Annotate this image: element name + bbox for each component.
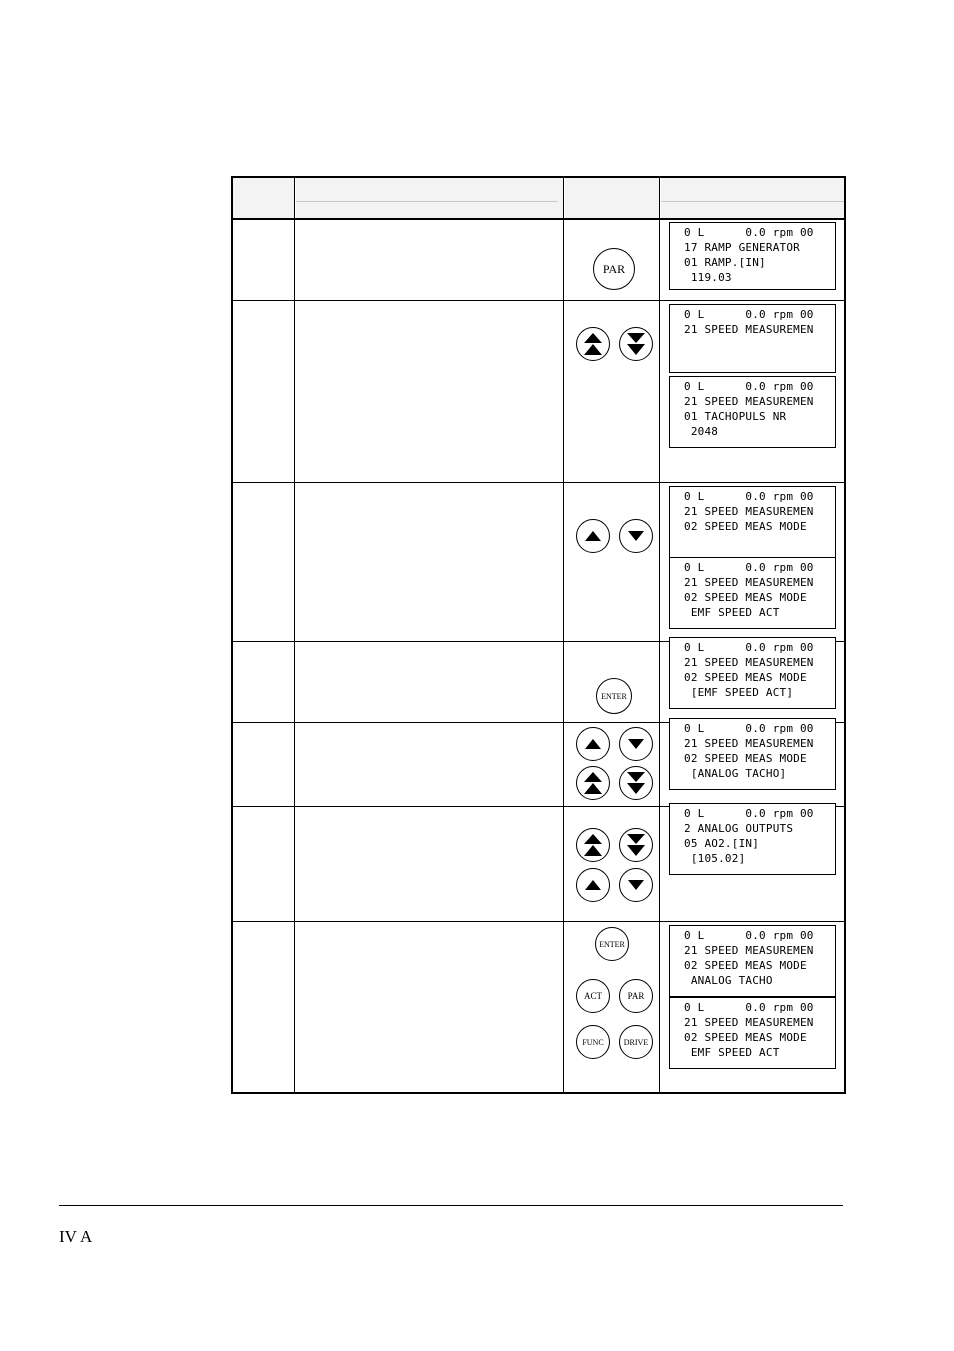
footer-rule xyxy=(59,1205,843,1206)
lcd-display xyxy=(669,304,836,373)
enter-key-label: ENTER xyxy=(599,939,625,949)
func-key-label: FUNC xyxy=(582,1037,604,1047)
lcd-line: 05 AO2.[IN] xyxy=(684,837,760,850)
lcd-line: 02 SPEED MEAS MODE xyxy=(684,959,807,972)
lcd-display xyxy=(669,925,836,997)
lcd-display xyxy=(669,222,836,290)
lcd-line: 21 SPEED MEASUREMEN xyxy=(684,656,814,669)
lcd-line: 21 SPEED MEASUREMEN xyxy=(684,1016,814,1029)
lcd-line: 2048 xyxy=(684,425,719,438)
lcd-line: 0 L 0.0 rpm 00 xyxy=(684,226,814,239)
act-key-label: ACT xyxy=(584,991,602,1001)
fast-down-key[interactable] xyxy=(619,327,653,361)
lcd-display xyxy=(669,486,836,558)
lcd-line: 0 L 0.0 rpm 00 xyxy=(684,561,814,574)
lcd-line: 01 RAMP.[IN] xyxy=(684,256,766,269)
lcd-line: EMF SPEED ACT xyxy=(684,606,780,619)
lcd-line: 02 SPEED MEAS MODE xyxy=(684,591,807,604)
double-down-arrow-icon xyxy=(626,771,646,795)
fast-up-key[interactable] xyxy=(576,766,610,800)
par-key[interactable] xyxy=(619,979,653,1013)
column-divider xyxy=(563,176,564,1093)
lcd-line: 0 L 0.0 rpm 00 xyxy=(684,308,814,321)
lcd-line: [ANALOG TACHO] xyxy=(684,767,787,780)
lcd-line: 21 SPEED MEASUREMEN xyxy=(684,576,814,589)
up-key[interactable] xyxy=(576,519,610,553)
up-arrow-icon xyxy=(584,738,602,750)
up-key[interactable] xyxy=(576,868,610,902)
fast-up-key[interactable] xyxy=(576,828,610,862)
lcd-line: 0 L 0.0 rpm 00 xyxy=(684,807,814,820)
lcd-line: 2 ANALOG OUTPUTS xyxy=(684,822,794,835)
table-border-left xyxy=(231,176,233,1094)
lcd-line: 0 L 0.0 rpm 00 xyxy=(684,490,814,503)
down-key[interactable] xyxy=(619,519,653,553)
fast-down-key[interactable] xyxy=(619,828,653,862)
fast-up-key[interactable] xyxy=(576,327,610,361)
func-key[interactable] xyxy=(576,1025,610,1059)
column-divider xyxy=(294,176,295,1093)
header-rule xyxy=(296,201,558,202)
lcd-line: 21 SPEED MEASUREMEN xyxy=(684,323,814,336)
drive-key-label: DRIVE xyxy=(623,1037,649,1047)
double-down-arrow-icon xyxy=(626,833,646,857)
lcd-line: 02 SPEED MEAS MODE xyxy=(684,671,807,684)
double-up-arrow-icon xyxy=(583,833,603,857)
enter-key-label: ENTER xyxy=(601,691,627,701)
lcd-line: 0 L 0.0 rpm 00 xyxy=(684,380,814,393)
table-border-top xyxy=(231,176,846,178)
lcd-line: 119.03 xyxy=(684,271,732,284)
down-key[interactable] xyxy=(619,727,653,761)
lcd-line: 02 SPEED MEAS MODE xyxy=(684,752,807,765)
enter-key[interactable] xyxy=(595,927,629,961)
lcd-line: [EMF SPEED ACT] xyxy=(684,686,794,699)
par-key-label: PAR xyxy=(602,261,626,276)
lcd-line: 01 TACHOPULS NR xyxy=(684,410,787,423)
double-up-arrow-icon xyxy=(583,332,603,356)
lcd-line: 21 SPEED MEASUREMEN xyxy=(684,505,814,518)
lcd-display xyxy=(669,376,836,448)
par-key-label: PAR xyxy=(627,991,645,1001)
lcd-display xyxy=(669,557,836,629)
lcd-line: 0 L 0.0 rpm 00 xyxy=(684,929,814,942)
up-arrow-icon xyxy=(584,879,602,891)
header-cell-display xyxy=(661,178,844,218)
lcd-display xyxy=(669,637,836,709)
double-up-arrow-icon xyxy=(583,771,603,795)
lcd-line: 0 L 0.0 rpm 00 xyxy=(684,1001,814,1014)
fast-down-key[interactable] xyxy=(619,766,653,800)
column-divider xyxy=(659,176,660,1093)
lcd-line: 21 SPEED MEASUREMEN xyxy=(684,737,814,750)
table-border-bottom xyxy=(231,1092,846,1094)
row-divider xyxy=(231,482,846,483)
up-arrow-icon xyxy=(584,530,602,542)
lcd-line: 0 L 0.0 rpm 00 xyxy=(684,722,814,735)
table-border-right xyxy=(844,176,846,1094)
header-cell-key xyxy=(565,178,659,218)
lcd-display xyxy=(669,997,836,1069)
enter-key[interactable] xyxy=(596,678,632,714)
lcd-line: 02 SPEED MEAS MODE xyxy=(684,520,807,533)
table-header-divider xyxy=(231,218,846,220)
lcd-line: ANALOG TACHO xyxy=(684,974,773,987)
header-cell-step xyxy=(233,178,294,218)
double-down-arrow-icon xyxy=(626,332,646,356)
lcd-line: 21 SPEED MEASUREMEN xyxy=(684,944,814,957)
down-arrow-icon xyxy=(627,530,645,542)
up-key[interactable] xyxy=(576,727,610,761)
lcd-line: EMF SPEED ACT xyxy=(684,1046,780,1059)
lcd-line: 21 SPEED MEASUREMEN xyxy=(684,395,814,408)
par-key[interactable] xyxy=(593,248,635,290)
row-divider xyxy=(231,300,846,301)
down-arrow-icon xyxy=(627,738,645,750)
footer-label: IV A xyxy=(59,1227,93,1246)
lcd-line: 0 L 0.0 rpm 00 xyxy=(684,641,814,654)
header-cell-action xyxy=(296,178,563,218)
lcd-line: 02 SPEED MEAS MODE xyxy=(684,1031,807,1044)
down-arrow-icon xyxy=(627,879,645,891)
lcd-line: 17 RAMP GENERATOR xyxy=(684,241,800,254)
header-rule xyxy=(661,201,844,202)
lcd-display xyxy=(669,718,836,790)
row-divider xyxy=(231,921,846,922)
drive-key[interactable] xyxy=(619,1025,653,1059)
lcd-display xyxy=(669,803,836,875)
act-key[interactable] xyxy=(576,979,610,1013)
down-key[interactable] xyxy=(619,868,653,902)
lcd-line: [105.02] xyxy=(684,852,746,865)
